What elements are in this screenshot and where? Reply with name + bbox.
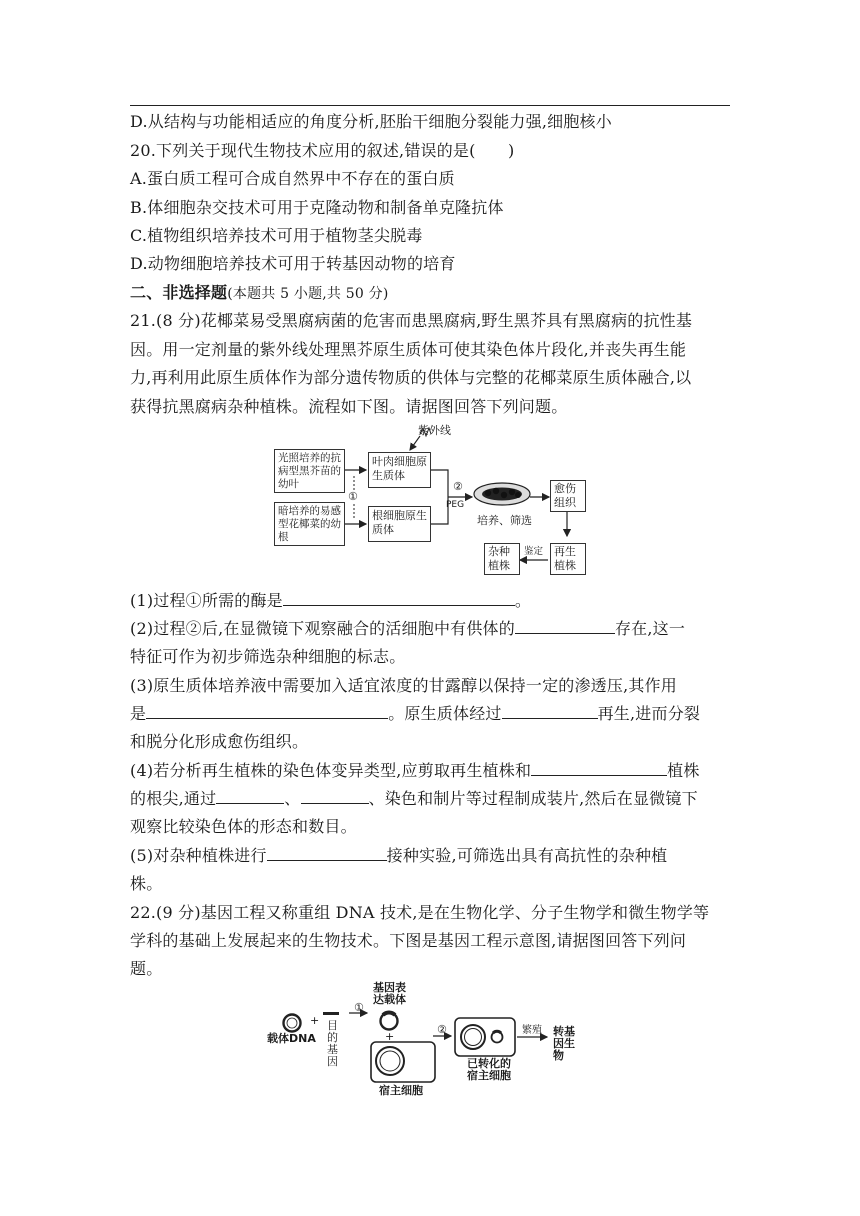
- step-2-label: ②: [437, 1023, 447, 1036]
- q21-2: [130, 618, 685, 640]
- answer-blank[interactable]: [515, 618, 615, 634]
- section-title: 二、非选择题: [130, 283, 228, 302]
- box-mesophyll-protoplast: 叶肉细胞原生质体: [368, 452, 431, 488]
- q22-stem-2: 学科的基础上发展起来的生物技术。下图是基因工程示意图,请据图回答下列问: [130, 931, 687, 950]
- q21-stem-3: 力,再利用此原生质体作为部分遗传物质的供体与完整的花椰菜原生质体融合,以: [130, 368, 692, 387]
- q21-stem-4: 获得抗黑腐病杂种植株。流程如下图。请据图回答下列问题。: [130, 397, 568, 416]
- answer-blank[interactable]: [301, 788, 369, 804]
- breed-label: 繁殖: [522, 1025, 542, 1036]
- option-19d: D.从结构与功能相适应的角度分析,胚胎干细胞分裂能力强,细胞核小: [130, 112, 612, 131]
- q21-3-mid: 。原生质体经过: [388, 704, 502, 723]
- host-cell-label: 宿主细胞: [379, 1084, 423, 1097]
- q21-5-end: 接种实验,可筛选出具有高抗性的杂种植: [386, 846, 668, 865]
- option-20d: D.动物细胞培养技术可用于转基因动物的培育: [130, 254, 456, 273]
- q21-stem-1: 21.(8 分)花椰菜易受黑腐病菌的危害而患黑腐病,野生黑芥具有黑腐病的抗性基: [130, 311, 693, 330]
- transformed-cell-label: 已转化的宿主细胞: [467, 1057, 511, 1082]
- plus-sign-1: +: [310, 1014, 320, 1027]
- uv-label: 紫外线: [418, 424, 451, 437]
- q21-5-last: 株。: [130, 874, 163, 893]
- box-regenerated-plant: 再生植株: [550, 543, 586, 575]
- q21-4-text: (4)若分析再生植株的染色体变异类型,应剪取再生植株和: [130, 761, 532, 780]
- q21-4-sep: 、: [284, 789, 301, 808]
- answer-blank[interactable]: [216, 788, 284, 804]
- answer-blank[interactable]: [502, 703, 598, 719]
- peg-label: PEG: [446, 500, 465, 510]
- box-root-protoplast: 根细胞原生质体: [368, 506, 431, 542]
- target-gene-label: 目的基因: [327, 1019, 338, 1068]
- q21-4-end2: 、染色和制片等过程制成装片,然后在显微镜下: [368, 789, 698, 808]
- q21-5: [130, 845, 667, 867]
- q21-1-end: 。: [514, 591, 532, 610]
- identify-label: 鉴定: [524, 546, 544, 557]
- section-heading: [130, 282, 389, 305]
- top-rule: [130, 105, 730, 106]
- section-note: (本题共 5 小题,共 50 分): [227, 286, 389, 302]
- step-1-label: ①: [354, 1001, 364, 1014]
- q21-2-end: 存在,这一: [614, 619, 686, 638]
- box-hybrid-plant: 杂种植株: [484, 543, 520, 575]
- figure-21-flowchart: [270, 424, 600, 584]
- target-gene-icon: [323, 1012, 339, 1015]
- q22-stem-1: 22.(9 分)基因工程又称重组 DNA 技术,是在生物化学、分子生物学和微生物学等: [130, 903, 710, 922]
- answer-blank[interactable]: [283, 590, 515, 606]
- q21-4: [130, 760, 700, 782]
- step-2-label: ②: [453, 480, 463, 493]
- q21-4-cont: [130, 788, 698, 810]
- answer-blank[interactable]: [531, 760, 667, 776]
- answer-blank[interactable]: [267, 845, 387, 861]
- step-1-label: ①: [348, 490, 358, 503]
- plus-sign-2: +: [385, 1030, 395, 1043]
- q21-3: (3)原生质体培养液中需要加入适宜浓度的甘露醇以保持一定的渗透压,其作用: [130, 676, 677, 695]
- q22-stem-3: 题。: [130, 959, 163, 978]
- q21-4-last: 观察比较染色体的形态和数目。: [130, 817, 357, 836]
- q21-1: [130, 590, 531, 612]
- q21-3-text: 是: [130, 704, 147, 723]
- expression-vector-label: 基因表达载体: [373, 981, 406, 1006]
- question-20: 20.下列关于现代生物技术应用的叙述,错误的是( ): [130, 141, 515, 160]
- option-20a: A.蛋白质工程可合成自然界中不存在的蛋白质: [130, 169, 455, 188]
- q21-3-last: 和脱分化形成愈伤组织。: [130, 732, 309, 751]
- q21-2-text: (2)过程②后,在显微镜下观察融合的活细胞中有供体的: [130, 619, 515, 638]
- q21-5-text: (5)对杂种植株进行: [130, 846, 267, 865]
- vector-dna-icon: [284, 1015, 301, 1032]
- q21-4-end: 植株: [667, 761, 700, 780]
- q21-2-cont: 特征可作为初步筛选杂种细胞的标志。: [130, 647, 406, 666]
- transgenic-organism-label: 转基因生物: [553, 1025, 575, 1062]
- culture-screen-label: 培养、筛选: [477, 514, 532, 527]
- option-20b: B.体细胞杂交技术可用于克隆动物和制备单克隆抗体: [130, 198, 504, 217]
- box-black-mustard-leaf: 光照培养的抗病型黑芥苗的幼叶: [274, 449, 345, 493]
- q21-4-text2: 的根尖,通过: [130, 789, 217, 808]
- q21-3-cont: [130, 703, 700, 725]
- answer-blank[interactable]: [146, 703, 388, 719]
- q21-stem-2: 因。用一定剂量的紫外线处理黑芥原生质体可使其染色体片段化,并丧失再生能: [130, 340, 687, 359]
- vector-dna-label: 载体DNA: [267, 1032, 316, 1045]
- box-cauliflower-root: 暗培养的易感型花椰菜的幼根: [274, 502, 345, 546]
- q21-3-end: 再生,进而分裂: [597, 704, 701, 723]
- q21-1-text: (1)过程①所需的酶是: [130, 591, 283, 610]
- figure-22-diagram: [265, 980, 595, 1100]
- box-callus: 愈伤组织: [550, 480, 586, 512]
- option-20c: C.植物组织培养技术可用于植物茎尖脱毒: [130, 226, 423, 245]
